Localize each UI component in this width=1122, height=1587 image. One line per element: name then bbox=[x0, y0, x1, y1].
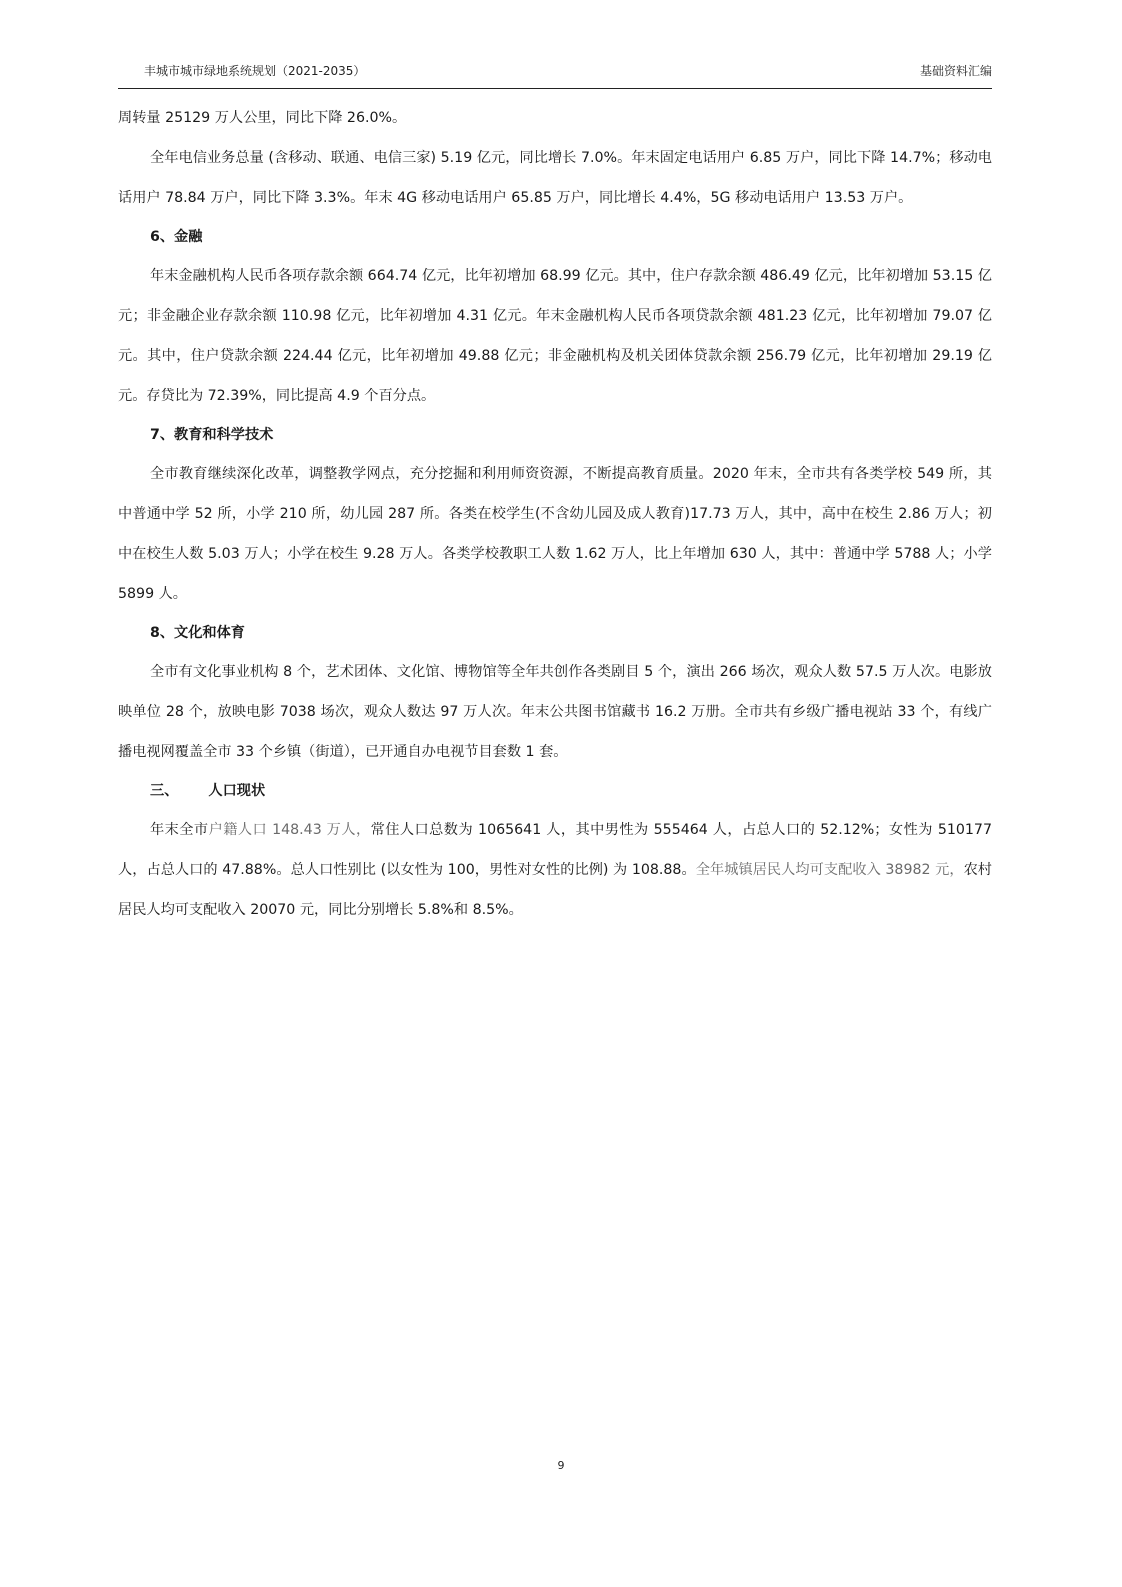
header-divider bbox=[118, 88, 992, 89]
document-title: 丰城市城市绿地系统规划（2021-2035） bbox=[144, 64, 366, 78]
section-label: 基础资料汇编 bbox=[919, 64, 992, 78]
heading-population-number: 三、 bbox=[150, 783, 179, 799]
heading-population bbox=[118, 772, 992, 810]
page-header bbox=[118, 58, 992, 80]
population-text-urban-income: 全年城镇居民人均可支配收入 38982 元， bbox=[695, 862, 964, 878]
paragraph-education: 全市教育继续深化改革，调整教学网点，充分挖掘和利用师资资源，不断提高教育质量。2020 年末，全市共有各类学校 549 所，其中普通中学 52 所，小学 210 所，幼儿园 287 所。各类在校学生(不含幼儿园及成人教育)17.73 万人，其中，高中在校生 2.86 万人；初中在校生人数 5.03 万人；小学在校生 9.28 万人。各类学校教职工人数 1.62 万人，比上年增加 630 人，其中：普通中学 5788 人；小学 5899 人。 bbox=[118, 466, 992, 602]
paragraph-finance: 年末金融机构人民币各项存款余额 664.74 亿元，比年初增加 68.99 亿元。其中，住户存款余额 486.49 亿元，比年初增加 53.15 亿元；非金融企业存款余额 110.98 亿元，比年初增加 4.31 亿元。年末金融机构人民币各项贷款余额 481.23 亿元，比年初增加 79.07 亿元。其中，住户贷款余额 224.44 亿元，比年初增加 49.88 亿元；非金融机构及机关团体贷款余额 256.79 亿元，比年初增加 29.19 亿元。存贷比为 72.39%，同比提高 4.9 个百分点。 bbox=[118, 268, 992, 404]
page-body bbox=[118, 98, 992, 930]
paragraph-culture: 全市有文化事业机构 8 个，艺术团体、文化馆、博物馆等全年共创作各类剧目 5 个，演出 266 场次，观众人数 57.5 万人次。电影放映单位 28 个，放映电影 7038 场次，观众人数达 97 万人次。年末公共图书馆藏书 16.2 万册。全市共有乡级广播电视站 33 个，有线广播电视网覆盖全市 33 个乡镇（街道），已开通自办电视节目套数 1 套。 bbox=[118, 664, 992, 760]
heading-population-title: 人口现状 bbox=[208, 783, 266, 799]
paragraph-telecom: 全年电信业务总量 (含移动、联通、电信三家) 5.19 亿元，同比增长 7.0%。年末固定电话用户 6.85 万户，同比下降 14.7%；移动电话用户 78.84 万户，同比下降 3.3%。年末 4G 移动电话用户 65.85 万户，同比增长 4.4%，5G 移动电话用户 13.53 万户。 bbox=[118, 150, 992, 206]
paragraph-population bbox=[118, 810, 992, 930]
population-text-registered: 户籍人口 148.43 万人， bbox=[208, 822, 371, 838]
population-text-1: 年末全市 bbox=[150, 822, 209, 838]
heading-finance: 6、金融 bbox=[150, 229, 203, 245]
heading-education: 7、教育和科学技术 bbox=[150, 427, 274, 443]
population-text-3: 农村居民人均可支配收入 20070 元，同比分别增长 5.8%和 8.5%。 bbox=[118, 862, 992, 918]
page-number: 9 bbox=[557, 1459, 565, 1472]
paragraph-continuation: 周转量 25129 万人公里，同比下降 26.0%。 bbox=[118, 110, 407, 126]
heading-culture: 8、文化和体育 bbox=[150, 625, 245, 641]
population-text-2: 常住人口总数为 1065641 人，其中男性为 555464 人，占总人口的 52.12%；女性为 510177 人，占总人口的 47.88%。总人口性别比 (以女性为 100，男性对女性的比例) 为 108.88。 bbox=[118, 822, 992, 878]
